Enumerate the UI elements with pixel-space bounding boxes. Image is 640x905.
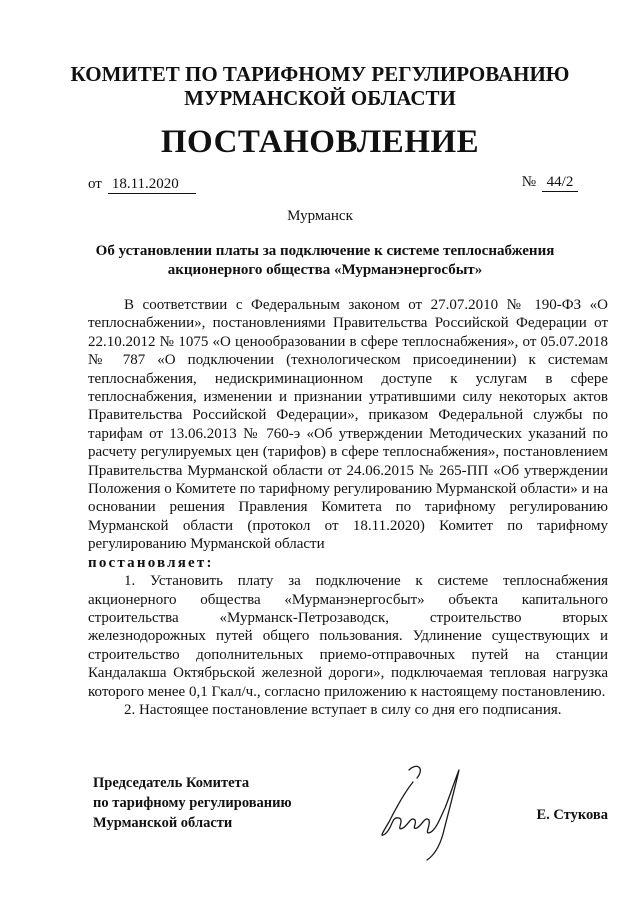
handwritten-signature (365, 758, 475, 863)
number-prefix: № (521, 174, 536, 190)
signer-title-line-1: Председатель Комитета (93, 775, 250, 791)
decrees-word: постановляет: (88, 554, 214, 571)
committee-line-1: КОМИТЕТ ПО ТАРИФНОМУ РЕГУЛИРОВАНИЮ (70, 62, 570, 86)
document-date (88, 176, 196, 194)
subject-line-1: Об установлении платы за подключение к системе теплоснабжения (95, 243, 555, 259)
date-value: 18.11.2020 (108, 176, 196, 194)
document-body (88, 296, 608, 719)
number-value: 44/2 (542, 174, 578, 192)
city-name: Мурманск (287, 208, 353, 224)
committee-name (60, 62, 580, 110)
item-2-paragraph: 2. Настоящее постановление вступает в силу со дня его подписания. (124, 701, 562, 718)
item-1-paragraph: 1. Установить плату за подключение к системе теплоснабжения акционерного общества «Мурманэнергосбыт» объекта капитального строительства «Мурманск-Петрозаводск, строительство вторых железнодорожных путей общего пользования. Удлинение существующих и строительство дополнительных приемо-отправочных путей на станции Кандалакша Октябрьской железной дороги», подключаемая тепловая нагрузка которого менее 0,1 Гкал/ч., согласно приложению к настоящему постановлению. (88, 573, 608, 700)
preamble-paragraph: В соответствии с Федеральным законом от 27.07.2010 № 190-ФЗ «О теплоснабжении», постановлениями Правительства Российской Федерации от 22.10.2012 № 1075 «О ценообразовании в сфере теплоснабжения», от 05.07.2018 № 787 «О подключении (технологическом присоединении) к системам теплоснабжения, недискриминационном доступе к услугам в сфере теплоснабжения, изменении и признании утратившими силу некоторых актов Правительства Российской Федерации», приказом Федеральной службы по тарифам от 13.06.2013 № 760-э «Об утверждении Методических указаний по расчету регулируемых цен (тарифов) в сфере теплоснабжения», постановлением Правительства Мурманской области от 24.06.2015 № 265-ПП «Об утверждении Положения о Комитете по тарифному регулированию Мурманской области» и на основании решения Правления Комитета по тарифному регулированию Мурманской области (протокол от 18.11.2020) Комитет по тарифному регулированию Мурманской области (88, 297, 608, 553)
document-number (522, 174, 578, 192)
signer-title-line-3: Мурманской области (93, 815, 233, 831)
date-prefix: от (88, 176, 102, 192)
document-type-title: ПОСТАНОВЛЕНИЕ (160, 124, 480, 160)
committee-line-2: МУРМАНСКОЙ ОБЛАСТИ (184, 86, 456, 110)
subject-line-2: акционерного общества «Мурманэнергосбыт» (167, 262, 483, 278)
signer-title-line-2: по тарифному регулированию (93, 795, 292, 811)
document-subject (90, 242, 560, 280)
signer-name: Е. Стукова (536, 807, 608, 823)
signer-title (93, 773, 292, 833)
